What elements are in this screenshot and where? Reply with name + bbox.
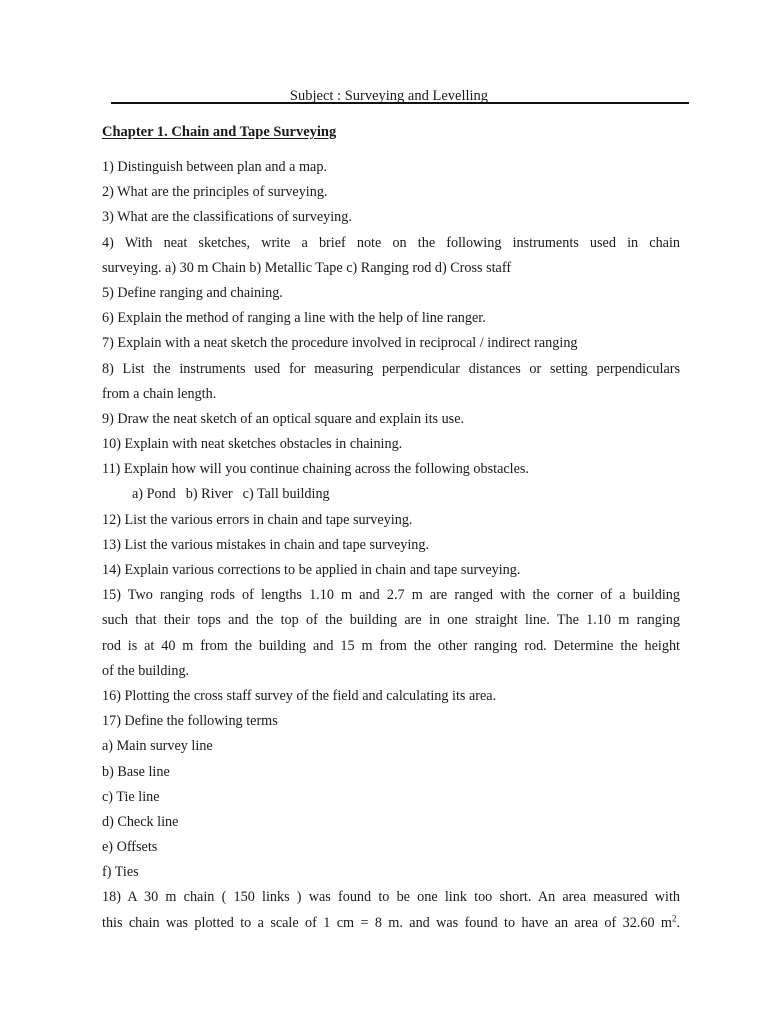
question-15-line-4: of the building. [102,662,190,679]
term-main-survey-line: a) Main survey line [102,738,213,755]
term-base-line: b) Base line [102,763,170,780]
question-10: 10) Explain with neat sketches obstacles in chaining. [102,436,403,453]
question-18-line-1: 18) A 30 m chain ( 150 links ) was found to be one link too short. An area measured with [102,889,680,906]
question-1: 1) Distinguish between plan and a map. [102,159,327,175]
question-8-line-2: from a chain length. [102,385,217,402]
question-7: 7) Explain with a neat sketch the procedure involved in reciprocal / indirect ranging [102,335,578,352]
superscript-2: 2 [671,912,677,923]
question-9: 9) Draw the neat sketch of an optical square and explain its use. [102,410,465,427]
question-18-line-2 [102,911,680,936]
question-11-options [102,482,680,507]
question-14: 14) Explain various corrections to be applied in chain and tape surveying. [102,562,521,578]
question-15-line-2: such that their tops and the top of the building are in one straight line. The 1.10 m ranging [102,612,680,629]
option-pond: a) Pond [132,486,176,503]
question-11: 11) Explain how will you continue chaining across the following obstacles. [102,461,529,478]
question-5: 5) Define ranging and chaining. [102,284,283,301]
question-18-period: . [676,914,680,931]
subject-header: Subject : Surveying and Levelling [289,88,489,104]
question-15-line-3: rod is at 40 m from the building and 15 m from the other ranging rod. Determine the height [102,637,680,654]
question-16: 16) Plotting the cross staff survey of the field and calculating its area. [102,687,497,704]
option-river: b) River [185,486,233,503]
option-tall-building: c) Tall building [242,486,330,503]
chapter-title: Chapter 1. Chain and Tape Surveying [102,124,337,140]
question-3: 3) What are the classifications of surveying. [102,209,352,226]
term-offsets: e) Offsets [102,839,158,856]
question-18-line-2-text: this chain was plotted to a scale of 1 cm = 8 m. and was found to have an area of 32.60 m [102,914,672,931]
question-13: 13) List the various mistakes in chain and tape surveying. [102,536,430,553]
term-ties: f) Ties [102,864,139,881]
question-8-line-1: 8) List the instruments used for measuring perpendicular distances or setting perpendiculars [102,360,680,377]
term-check-line: d) Check line [102,813,179,830]
question-4-line-1: 4) With neat sketches, write a brief note on the following instruments used in chain [102,234,680,251]
question-4-line-2: surveying. a) 30 m Chain b) Metallic Tape c) Ranging rod d) Cross staff [102,259,512,276]
term-tie-line: c) Tie line [102,788,160,805]
header-rule [111,102,689,104]
question-6: 6) Explain the method of ranging a line with the help of line ranger. [102,310,486,327]
question-12: 12) List the various errors in chain and tape surveying. [102,511,413,528]
question-2: 2) What are the principles of surveying. [102,184,328,201]
question-17: 17) Define the following terms [102,713,278,730]
question-15-line-1: 15) Two ranging rods of lengths 1.10 m and 2.7 m are ranged with the corner of a building [102,587,680,604]
question-list [102,155,680,936]
